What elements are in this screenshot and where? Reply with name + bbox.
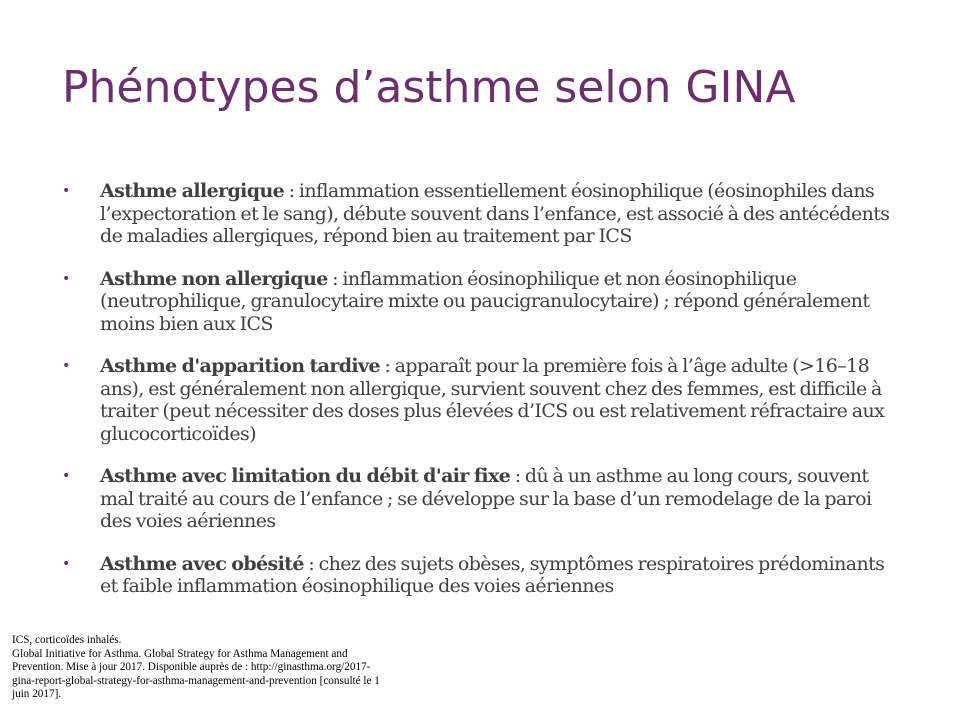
bullet-term: Asthme d'apparition tardive [100,355,380,377]
footnote-abbreviation: ICS, corticoïdes inhalés. [12,634,122,646]
bullet-term: Asthme allergique [100,180,285,202]
bullet-text: : apparaît pour la première fois à l’âge adulte (>16–18 ans), est généralement non allergique, survient souvent chez des femmes, est difficile à traiter (peut nécessiter des doses plus élevées d’ICS ou est relativement réfractaire aux glucocorticoïdes) [100,355,885,445]
footnote-reference-line: juin 2017]. [12,688,62,700]
footnote [12,634,532,702]
footnote-reference-line: Prevention. Mise à jour 2017. Disponible auprès de : http://ginasthma.org/2017- [12,661,371,673]
slide-title: Phénotypes d’asthme selon GINA [62,62,796,113]
bullet-text: : dû à un asthme au long cours, souvent mal traité au cours de l’enfance ; se développe sur la base d’un remodelage de la paroi des voies aériennes [100,465,872,532]
bullet-text: : inflammation éosinophilique et non éosinophilique (neutrophilique, granulocytaire mixte ou paucigranulocytaire) ; répond généralement moins bien aux ICS [100,267,870,335]
bullet-item-fixed-airflow [62,465,902,533]
bullet-text: : chez des sujets obèses, symptômes respiratoires prédominants et faible inflammation éosinophilique des voies aériennes [100,552,885,597]
bullet-term: Asthme avec limitation du débit d'air fixe [100,465,511,487]
bullet-item-non-allergic [62,268,902,336]
bullet-term: Asthme avec obésité [100,552,304,575]
bullet-item-allergic [62,180,902,248]
bullet-dot-icon: • [62,468,70,484]
footnote-reference-line: Global Initiative for Asthma. Global Strategy for Asthma Management and [12,647,348,660]
bullet-dot-icon: • [62,358,70,374]
bullet-term: Asthme non allergique [100,267,328,290]
bullet-text: : inflammation essentiellement éosinophilique (éosinophiles dans l’expectoration et le sang), débute souvent dans l’enfance, est associé à des antécédents de maladies allergiques, répond bien au traitement par ICS [100,180,890,247]
bullet-dot-icon: • [62,183,70,199]
bullet-item-late-onset [62,355,902,445]
bullet-dot-icon: • [62,270,70,287]
bullet-item-obesity [62,553,902,598]
footnote-reference-line: gina-report-global-strategy-for-asthma-management-and-prevention [consulté le 1 [12,674,380,687]
bullet-dot-icon: • [62,555,70,572]
bullet-list [62,180,902,598]
